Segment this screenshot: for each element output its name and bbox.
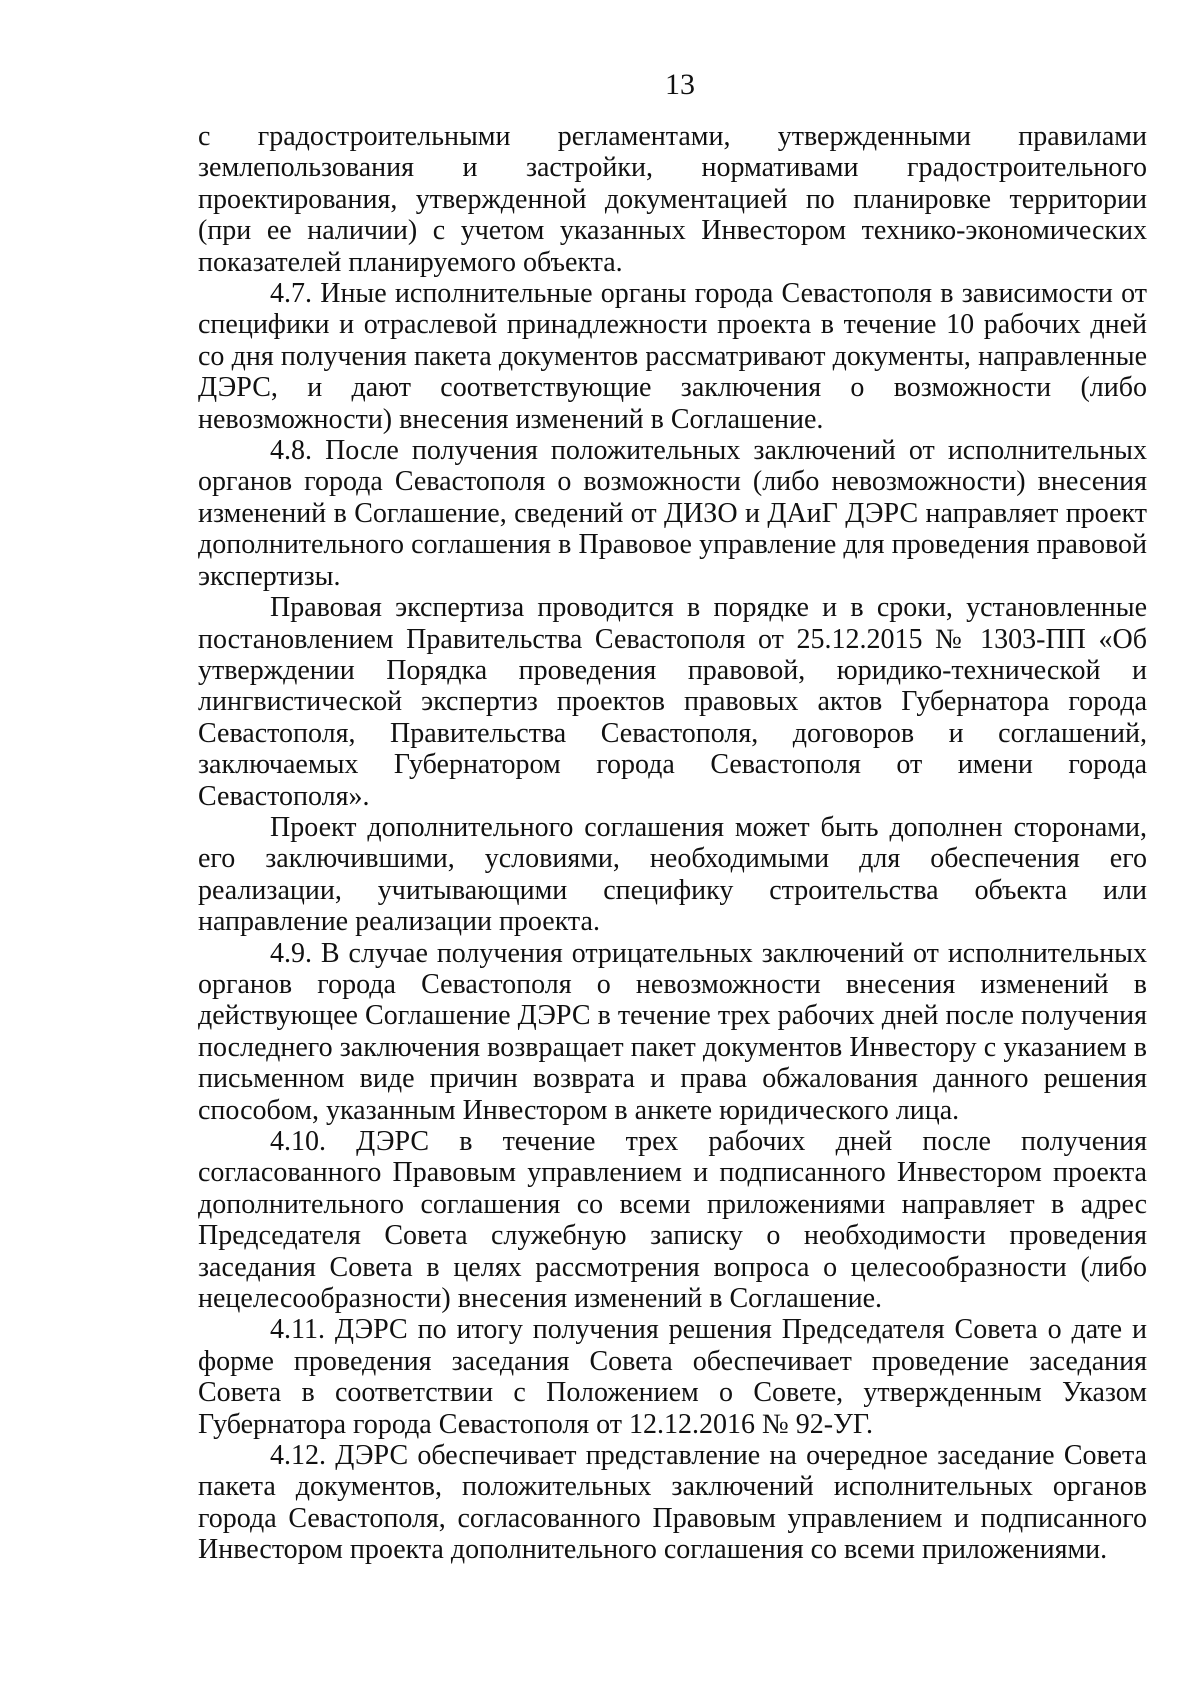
paragraph-continuation: с градостроительными регламентами, утвержденными правилами землепользования и застройки, нормативами градостроительного проектирования, утвержденной документацией по планировке территории (при ее наличии) с учетом указанных Инвестором технико-экономических показателей планируемого объекта. [198,121,1147,278]
document-body [198,121,1147,1566]
paragraph-legal-expertise: Правовая экспертиза проводится в порядке и в сроки, установленные постановлением Правительства Севастополя от 25.12.2015 № 1303-ПП «Об утверждении Порядка проведения правовой, юридико-технической и лингвистической экспертиз проектов правовых актов Губернатора города Севастополя, Правительства Севастополя, договоров и соглашений, заключаемых Губернатором города Севастополя от имени города Севастополя». [198,592,1147,812]
paragraph-4-7: 4.7. Иные исполнительные органы города Севастополя в зависимости от специфики и отраслевой принадлежности проекта в течение 10 рабочих дней со дня получения пакета документов рассматривают документы, направленные ДЭРС, и дают соответствующие заключения о возможности (либо невозможности) внесения изменений в Соглашение. [198,278,1147,435]
paragraph-4-10: 4.10. ДЭРС в течение трех рабочих дней после получения согласованного Правовым управлением и подписанного Инвестором проекта дополнительного соглашения со всеми приложениями направляет в адрес Председателя Совета служебную записку о необходимости проведения заседания Совета в целях рассмотрения вопроса о целесообразности (либо нецелесообразности) внесения изменений в Соглашение. [198,1126,1147,1315]
paragraph-4-8: 4.8. После получения положительных заключений от исполнительных органов города Севастополя о возможности (либо невозможности) внесения изменений в Соглашение, сведений от ДИЗО и ДАиГ ДЭРС направляет проект дополнительного соглашения в Правовое управление для проведения правовой экспертизы. [198,435,1147,592]
paragraph-4-12: 4.12. ДЭРС обеспечивает представление на очередное заседание Совета пакета документов, положительных заключений исполнительных органов города Севастополя, согласованного Правовым управлением и подписанного Инвестором проекта дополнительного соглашения со всеми приложениями. [198,1440,1147,1566]
paragraph-4-9: 4.9. В случае получения отрицательных заключений от исполнительных органов города Севастополя о невозможности внесения изменений в действующее Соглашение ДЭРС в течение трех рабочих дней после получения последнего заключения возвращает пакет документов Инвестору с указанием в письменном виде причин возврата и права обжалования данного решения способом, указанным Инвестором в анкете юридического лица. [198,937,1147,1126]
paragraph-additional-agreement: Проект дополнительного соглашения может быть дополнен сторонами, его заключившими, условиями, необходимыми для обеспечения его реализации, учитывающими специфику строительства объекта или направление реализации проекта. [198,811,1147,938]
paragraph-4-11: 4.11. ДЭРС по итогу получения решения Председателя Совета о дате и форме проведения заседания Совета обеспечивает проведение заседания Совета в соответствии с Положением о Совете, утвержденным Указом Губернатора города Севастополя от 12.12.2016 № 92-УГ. [198,1314,1147,1440]
page-number: 13 [665,68,695,101]
